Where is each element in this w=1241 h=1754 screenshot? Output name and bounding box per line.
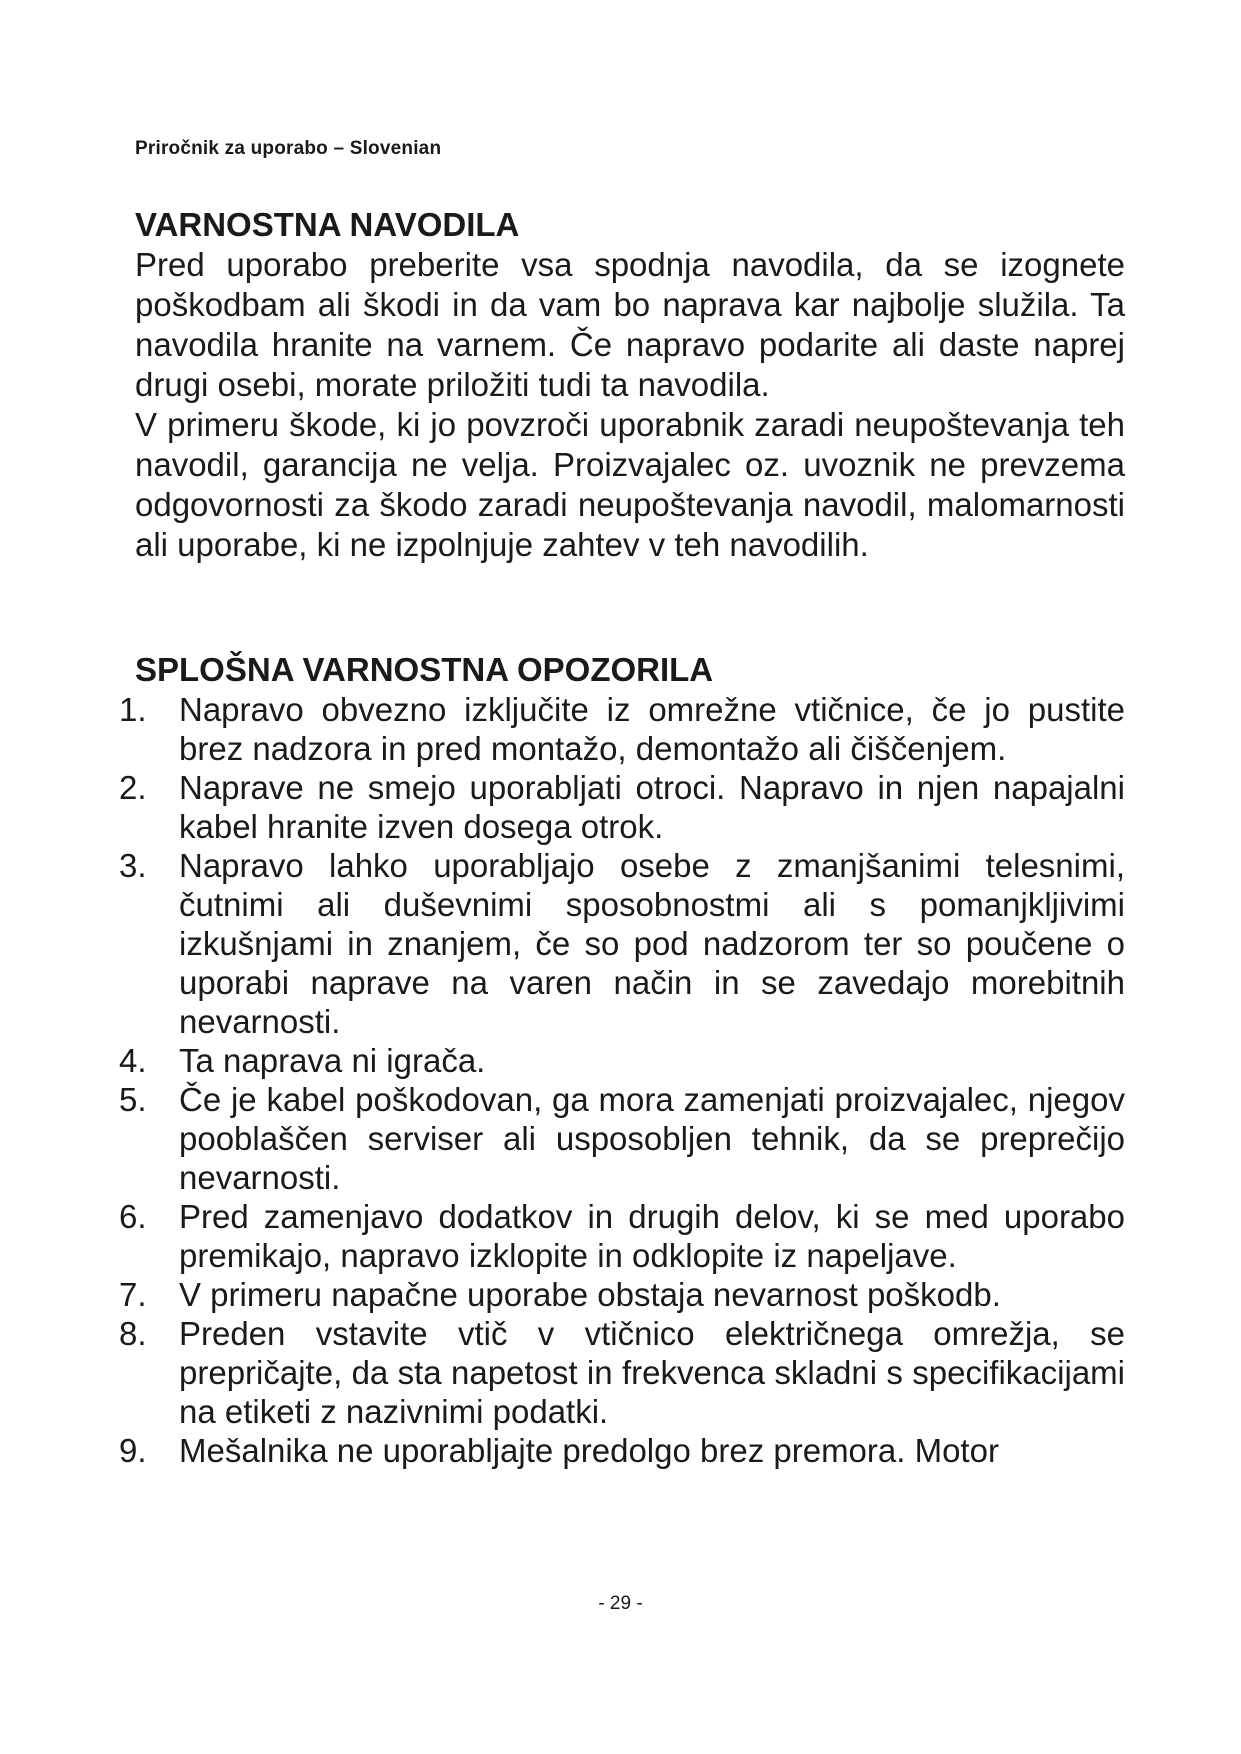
list-item-text: Ta naprava ni igrača. (179, 1042, 486, 1079)
manual-header: Priročnik za uporabo – Slovenian (135, 138, 442, 159)
general-warnings-heading: SPLOŠNA VARNOSTNA OPOZORILA (135, 651, 714, 688)
list-item-number: 2. (119, 769, 147, 806)
list-item-number: 7. (119, 1276, 147, 1313)
list-item-number: 8. (119, 1315, 147, 1352)
safety-paragraph: V primeru škode, ki jo povzroči uporabnik zaradi neupoštevanja teh navodil, garancija ne velja. Proizvajalec oz. uvoznik ne prevzema odgovornosti za škodo zaradi neupoštevanja navodil, malomarnosti ali uporabe, ki ne izpolnjuje zahtev v teh navodilih. (135, 406, 1125, 563)
list-item-number: 3. (119, 847, 147, 884)
list-item-text: Preden vstavite vtič v vtičnico električnega omrežja, se prepričajte, da sta napetost in frekvenca skladni s specifikacijami na etiketi z nazivnimi podatki. (179, 1315, 1125, 1430)
list-item-text: Mešalnika ne uporabljajte predolgo brez premora. Motor (179, 1432, 999, 1469)
list-item-number: 4. (119, 1042, 147, 1079)
list-item (119, 1431, 1125, 1470)
safety-instructions-section (135, 205, 1125, 565)
warnings-list (119, 690, 1125, 1470)
list-item-text: Naprave ne smejo uporabljati otroci. Napravo in njen napajalni kabel hranite izven dosega otrok. (179, 769, 1125, 845)
list-item-number: 5. (119, 1081, 147, 1118)
list-item (119, 1197, 1125, 1275)
list-item (119, 1314, 1125, 1431)
list-item-text: Napravo lahko uporabljajo osebe z zmanjšanimi telesnimi, čutnimi ali duševnimi sposobnostmi ali s pomanjkljivimi izkušnjami in znanjem, če so pod nadzorom ter so poučene o uporabi naprave na varen način in se zavedajo morebitnih nevarnosti. (179, 847, 1125, 1040)
list-item (119, 690, 1125, 768)
list-item (119, 1275, 1125, 1314)
list-item-number: 1. (119, 691, 147, 728)
list-item (119, 1080, 1125, 1197)
list-item-text: V primeru napačne uporabe obstaja nevarnost poškodb. (179, 1276, 1001, 1313)
safety-paragraph: Pred uporabo preberite vsa spodnja navodila, da se izognete poškodbam ali škodi in da vam bo naprava kar najbolje služila. Ta navodila hranite na varnem. Če napravo podarite ali daste naprej drugi osebi, morate priložiti tudi ta navodila. (135, 246, 1125, 403)
list-item-number: 6. (119, 1198, 147, 1235)
safety-instructions-heading: VARNOSTNA NAVODILA (135, 206, 520, 243)
list-item-text: Pred zamenjavo dodatkov in drugih delov, ki se med uporabo premikajo, napravo izklopite in odklopite iz napeljave. (179, 1198, 1125, 1274)
list-item-number: 9. (119, 1432, 147, 1469)
list-item (119, 768, 1125, 846)
page-number: - 29 - (598, 1593, 643, 1614)
general-warnings-section (119, 650, 1125, 1470)
list-item (119, 1041, 1125, 1080)
list-item-text: Če je kabel poškodovan, ga mora zamenjati proizvajalec, njegov pooblaščen serviser ali usposobljen tehnik, da se preprečijo nevarnosti. (179, 1081, 1125, 1196)
list-item-text: Napravo obvezno izključite iz omrežne vtičnice, če jo pustite brez nadzora in pred montažo, demontažo ali čiščenjem. (179, 691, 1125, 767)
list-item (119, 846, 1125, 1041)
